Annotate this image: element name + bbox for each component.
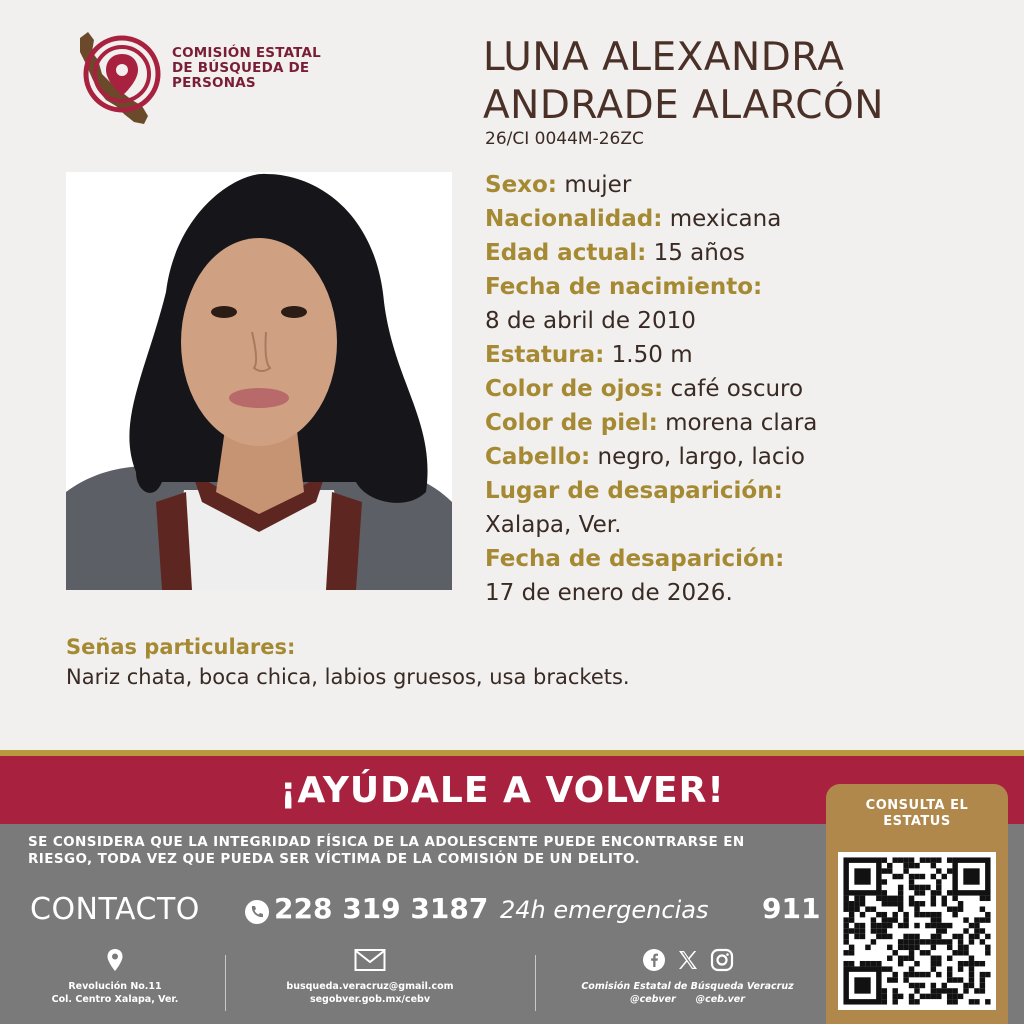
detail-estatura: Estatura: 1.50 m <box>485 342 693 368</box>
person-details <box>485 168 1005 610</box>
footer-divider-1 <box>225 955 226 1011</box>
distinguishing-marks-label: Señas particulares: <box>66 635 296 659</box>
qr-title <box>826 798 1008 830</box>
detail-nacionalidad: Nacionalidad: mexicana <box>485 206 782 232</box>
distinguishing-marks-text: Nariz chata, boca chica, labios gruesos, usa brackets. <box>66 665 630 689</box>
contact-email[interactable]: busqueda.veracruz@gmail.com <box>286 981 454 992</box>
detail-lugar-value: Xalapa, Ver. <box>485 512 622 538</box>
distinguishing-marks <box>66 632 966 692</box>
detail-ojos: Color de ojos: café oscuro <box>485 376 804 402</box>
contact-label: CONTACTO <box>30 892 200 927</box>
logo-text-line-3: PERSONAS <box>172 75 256 91</box>
footer-email-web <box>265 948 475 1014</box>
detail-lugar-label: Lugar de desaparición: <box>485 478 783 504</box>
contact-phone[interactable]: 228 319 3187 <box>274 892 489 925</box>
location-pin-icon <box>106 948 124 972</box>
address-line-2: Col. Centro Xalapa, Ver. <box>51 994 179 1005</box>
detail-cabello: Cabello: negro, largo, lacio <box>485 444 805 470</box>
emergency-number[interactable]: 911 <box>762 892 821 925</box>
detail-sexo: Sexo: mujer <box>485 172 632 198</box>
detail-fecha-label: Fecha de desaparición: <box>485 546 785 572</box>
footer-divider-2 <box>535 955 536 1011</box>
footer-social <box>560 948 815 1014</box>
contact-row <box>30 890 830 934</box>
footer-address <box>40 948 190 1014</box>
risk-warning-line-1: SE CONSIDERA QUE LA INTEGRIDAD FÍSICA DE LA ADOLESCENTE PUEDE ENCONTRARSE EN <box>28 834 745 850</box>
person-name-line-2: ANDRADE ALARCÓN <box>483 83 884 128</box>
phone-icon <box>244 899 270 925</box>
x-icon[interactable] <box>676 948 700 972</box>
detail-fecha-value: 17 de enero de 2026. <box>485 580 733 606</box>
detail-nacimiento-label: Fecha de nacimiento: <box>485 274 763 300</box>
facebook-icon[interactable] <box>642 948 666 972</box>
social-org-name: Comisión Estatal de Búsqueda Veracruz <box>581 981 794 992</box>
detail-edad: Edad actual: 15 años <box>485 240 745 266</box>
contact-website[interactable]: segobver.gob.mx/cebv <box>309 994 431 1005</box>
qr-title-line-2: ESTATUS <box>883 814 951 829</box>
detail-piel: Color de piel: morena clara <box>485 410 818 436</box>
veracruz-map-pin-icon <box>72 30 162 128</box>
commission-logo <box>72 30 372 130</box>
person-name <box>483 34 1003 130</box>
case-number: 26/CI 0044M-26ZC <box>485 129 644 149</box>
status-qr-panel <box>826 784 1008 1024</box>
person-photo <box>66 172 452 590</box>
logo-text-line-2: DE BÚSQUEDA DE <box>172 60 310 76</box>
risk-warning-line-2: RIESGO, TODA VEZ QUE PUEDA SER VÍCTIMA DE LA COMISIÓN DE UN DELITO. <box>28 851 641 867</box>
person-name-line-1: LUNA ALEXANDRA <box>483 35 845 80</box>
headline-title: ¡AYÚDALE A VOLVER! <box>280 770 725 811</box>
logo-text-line-1: COMISIÓN ESTATAL <box>172 45 321 61</box>
contact-hours: 24h emergencias <box>500 896 709 924</box>
social-handles[interactable]: @cebver @ceb.ver <box>630 994 745 1005</box>
person-portrait-image <box>66 172 452 590</box>
address-line-1: Revolución No.11 <box>68 981 162 992</box>
instagram-icon[interactable] <box>710 948 734 972</box>
mail-icon <box>354 948 386 972</box>
risk-warning <box>28 834 818 868</box>
qr-title-line-1: CONSULTA EL <box>865 798 969 813</box>
detail-nacimiento-value: 8 de abril de 2010 <box>485 308 696 334</box>
qr-code-icon[interactable] <box>838 852 996 1010</box>
